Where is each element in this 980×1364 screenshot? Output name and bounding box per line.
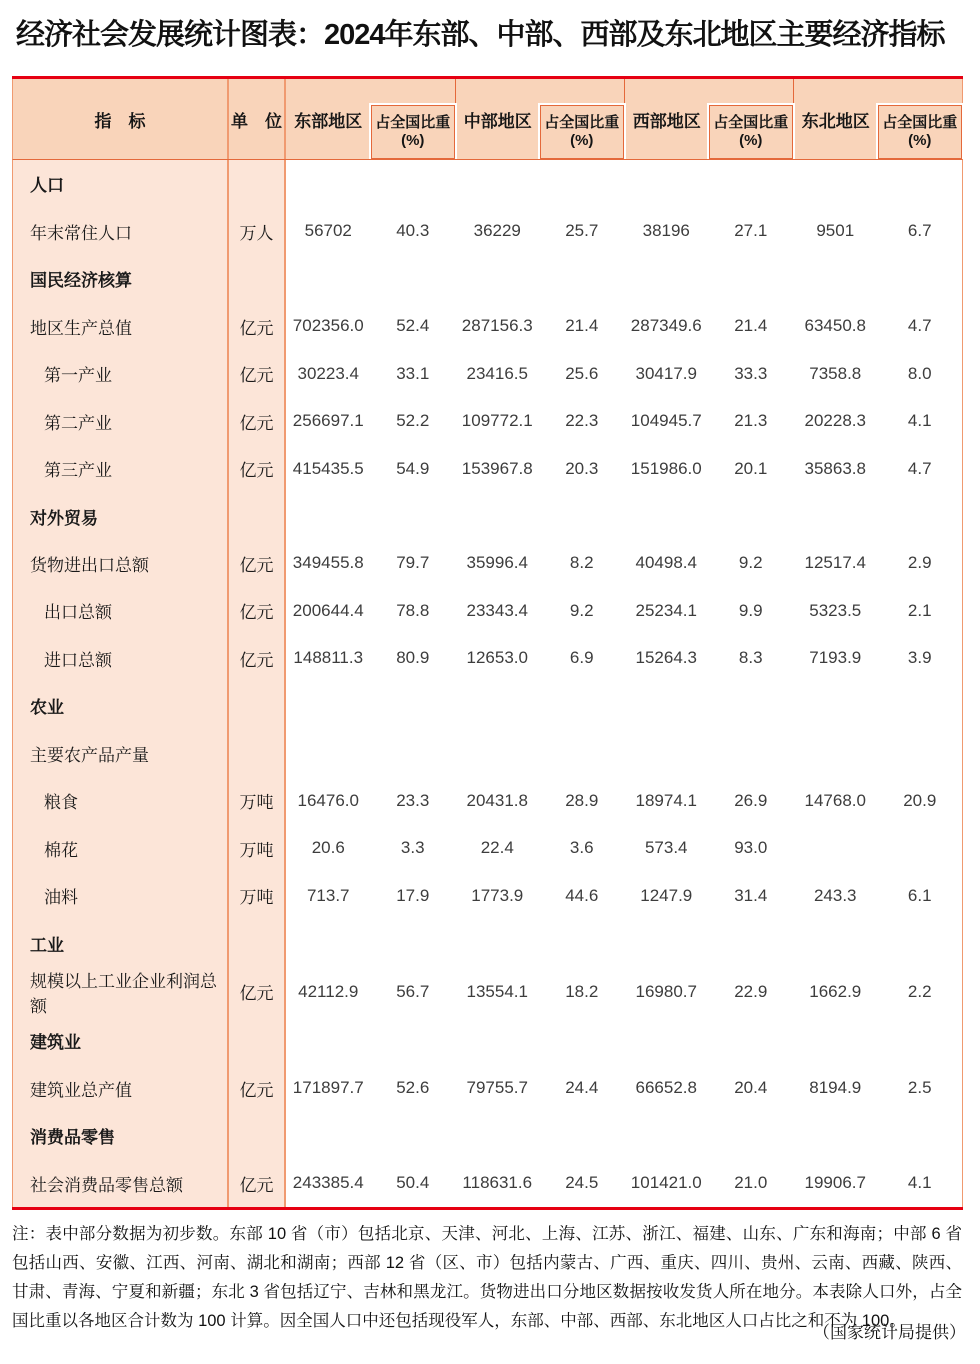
row-indicator-label: 进口总额 (13, 635, 229, 682)
row-value: 8.2 (569, 553, 594, 573)
table-row (13, 1064, 962, 1111)
row-indicator-label: 建筑业 (13, 1017, 229, 1064)
row-value: 25.6 (565, 363, 599, 383)
row-value (878, 492, 963, 539)
header-region-label: 西部地区 (624, 79, 709, 159)
row-value: 287156.3 (461, 316, 533, 336)
header-share-cell (709, 79, 794, 159)
row-value: 1247.9 (640, 885, 693, 905)
page-title: 经济社会发展统计图表：2024年东部、中部、西部及东北地区主要经济指标 (16, 19, 945, 51)
row-value (455, 920, 540, 967)
table-row (13, 967, 962, 1017)
row-unit-label: 万吨 (229, 872, 286, 919)
row-value: 21.3 (734, 411, 768, 431)
row-value (793, 920, 878, 967)
table-row (13, 350, 962, 397)
row-value (709, 920, 794, 967)
row-value: 80.9 (396, 648, 430, 668)
row-value: 31.4 (734, 885, 768, 905)
row-value: 20.4 (734, 1078, 768, 1098)
row-value: 42112.9 (298, 981, 359, 1001)
row-value: 78.8 (396, 600, 430, 620)
row-indicator-label: 地区生产总值 (13, 302, 229, 349)
row-unit-label (229, 1017, 286, 1064)
row-value: 702356.0 (292, 316, 364, 336)
table-row (13, 255, 962, 302)
row-value (540, 920, 625, 967)
row-value: 1773.9 (471, 885, 524, 905)
row-value: 6.7 (907, 221, 932, 241)
row-value (878, 825, 963, 872)
row-value: 2.9 (907, 553, 932, 573)
row-value: 12517.4 (804, 553, 866, 573)
row-value: 148811.3 (293, 648, 364, 668)
row-unit-label (229, 492, 286, 539)
row-value: 52.6 (396, 1078, 430, 1098)
row-value: 713.7 (306, 885, 350, 905)
row-indicator-label: 主要农产品产量 (13, 730, 229, 777)
table-row (13, 1159, 962, 1206)
row-value (455, 492, 540, 539)
row-value (793, 682, 878, 729)
header-share-percent-label: (%) (570, 132, 594, 149)
row-value (878, 255, 963, 302)
row-value: 40.3 (396, 221, 430, 241)
row-value (540, 730, 625, 777)
row-value (371, 1112, 456, 1159)
row-value (455, 1112, 540, 1159)
table-row (13, 825, 962, 872)
row-value: 56.7 (396, 981, 430, 1001)
row-value (709, 682, 794, 729)
row-unit-label (229, 920, 286, 967)
row-value: 18.2 (565, 981, 599, 1001)
row-value: 18974.1 (635, 790, 697, 810)
row-value (455, 255, 540, 302)
row-value: 23416.5 (466, 363, 528, 383)
row-value (878, 1112, 963, 1159)
row-value (286, 730, 371, 777)
row-value: 118631.6 (462, 1173, 533, 1193)
row-value: 22.4 (480, 838, 514, 858)
row-unit-label: 万吨 (229, 825, 286, 872)
row-value: 256697.1 (292, 411, 364, 431)
row-value (624, 730, 709, 777)
row-value: 26.9 (734, 790, 768, 810)
table-row (13, 445, 962, 492)
row-value: 9.9 (738, 600, 763, 620)
stats-table (12, 76, 963, 1210)
row-value: 7193.9 (809, 648, 862, 668)
row-value (624, 492, 709, 539)
row-unit-label (229, 730, 286, 777)
row-indicator-label: 货物进出口总额 (13, 540, 229, 587)
row-value: 3.6 (569, 838, 594, 858)
row-value (540, 1112, 625, 1159)
row-value (371, 730, 456, 777)
row-value (624, 1112, 709, 1159)
row-indicator-label: 粮食 (13, 777, 229, 824)
row-value (371, 682, 456, 729)
row-value (624, 682, 709, 729)
row-value: 2.2 (907, 981, 932, 1001)
row-unit-label: 亿元 (229, 1159, 286, 1206)
table-body (12, 160, 963, 1207)
row-value: 243.3 (813, 885, 857, 905)
row-value: 14768.0 (804, 790, 866, 810)
row-value: 27.1 (734, 221, 768, 241)
row-value (709, 1112, 794, 1159)
header-share-label: 占全国比重 (375, 114, 451, 131)
row-value (793, 492, 878, 539)
row-value: 16476.0 (297, 790, 359, 810)
header-region-label: 东部地区 (294, 111, 363, 131)
row-value (540, 682, 625, 729)
row-value: 4.1 (907, 1173, 932, 1193)
row-value: 9.2 (569, 600, 594, 620)
header-share-label: 占全国比重 (882, 114, 958, 131)
row-value: 15264.3 (635, 648, 697, 668)
row-value: 44.6 (565, 885, 599, 905)
row-value: 33.1 (396, 363, 430, 383)
row-value (455, 160, 540, 207)
header-share-box (709, 105, 794, 159)
source-credit: （国家统计局提供） (813, 1323, 966, 1342)
row-value: 9501 (816, 221, 855, 241)
header-share-percent-label: (%) (401, 132, 425, 149)
row-value (371, 492, 456, 539)
row-value (793, 1112, 878, 1159)
row-unit-label: 万人 (229, 207, 286, 254)
row-value (286, 920, 371, 967)
row-value: 20431.8 (466, 790, 528, 810)
row-value: 16980.7 (635, 981, 697, 1001)
row-value: 79.7 (396, 553, 430, 573)
row-value (371, 160, 456, 207)
row-value (286, 682, 371, 729)
row-value (624, 160, 709, 207)
row-value (878, 682, 963, 729)
row-value: 7358.8 (809, 363, 862, 383)
row-unit-label: 亿元 (229, 587, 286, 634)
row-indicator-label: 对外贸易 (13, 492, 229, 539)
table-row (13, 872, 962, 919)
row-value: 36229 (473, 221, 521, 241)
row-indicator-label: 国民经济核算 (13, 255, 229, 302)
row-unit-label: 亿元 (229, 635, 286, 682)
row-value (709, 255, 794, 302)
row-value: 243385.4 (292, 1173, 364, 1193)
table-row (13, 492, 962, 539)
row-indicator-label: 出口总额 (13, 587, 229, 634)
row-value: 30417.9 (635, 363, 697, 383)
header-unit: 单 位 (229, 79, 286, 159)
row-value (455, 682, 540, 729)
row-value: 38196 (642, 221, 690, 241)
row-value: 28.9 (565, 790, 599, 810)
row-indicator-label: 人口 (13, 160, 229, 207)
row-value: 3.9 (907, 648, 932, 668)
row-value: 573.4 (644, 838, 688, 858)
row-value: 109772.1 (461, 411, 533, 431)
row-value (286, 492, 371, 539)
row-value: 20.9 (903, 790, 937, 810)
row-value (540, 255, 625, 302)
table-header-row (12, 79, 963, 160)
row-value (709, 160, 794, 207)
row-unit-label: 亿元 (229, 967, 286, 1017)
row-value: 21.0 (734, 1173, 768, 1193)
row-value (371, 920, 456, 967)
row-value (455, 1017, 540, 1064)
table-row (13, 397, 962, 444)
row-value (371, 1017, 456, 1064)
row-value: 349455.8 (292, 553, 364, 573)
row-value: 8.3 (738, 648, 763, 668)
row-value: 171897.7 (292, 1078, 364, 1098)
row-value (455, 730, 540, 777)
row-value: 20.6 (311, 838, 345, 858)
table-row (13, 302, 962, 349)
header-region-label: 东北地区 (793, 79, 878, 159)
row-value: 40498.4 (635, 553, 697, 573)
row-value: 21.4 (734, 316, 768, 336)
row-value (793, 730, 878, 777)
table-row (13, 682, 962, 729)
header-share-cell (878, 79, 963, 159)
row-value: 79755.7 (466, 1078, 528, 1098)
header-share-cell (540, 79, 625, 159)
row-value (286, 160, 371, 207)
row-indicator-label: 年末常住人口 (13, 207, 229, 254)
row-unit-label: 亿元 (229, 350, 286, 397)
row-unit-label (229, 1112, 286, 1159)
table-row (13, 920, 962, 967)
row-value: 4.1 (907, 411, 932, 431)
row-value: 25.7 (565, 221, 599, 241)
row-value: 21.4 (565, 316, 599, 336)
row-value: 13554.1 (466, 981, 528, 1001)
row-indicator-label: 第二产业 (13, 397, 229, 444)
row-value (793, 160, 878, 207)
row-value (793, 255, 878, 302)
row-value (793, 825, 878, 872)
row-value (540, 160, 625, 207)
row-unit-label (229, 255, 286, 302)
header-indicator: 指 标 (13, 79, 229, 159)
row-value (624, 255, 709, 302)
row-value (540, 492, 625, 539)
header-share-box (371, 105, 456, 159)
row-value: 9.2 (738, 553, 763, 573)
row-value: 23.3 (396, 790, 430, 810)
row-value: 22.9 (734, 981, 768, 1001)
row-value: 25234.1 (635, 600, 697, 620)
table-row (13, 1017, 962, 1064)
row-value: 54.9 (396, 458, 430, 478)
row-value (540, 1017, 625, 1064)
header-share-box (878, 105, 963, 159)
row-indicator-label: 规模以上工业企业利润总额 (13, 967, 229, 1017)
row-value: 287349.6 (630, 316, 702, 336)
table-row (13, 160, 962, 207)
row-value: 2.1 (907, 600, 932, 620)
row-value (878, 1017, 963, 1064)
row-value (624, 1017, 709, 1064)
table-row (13, 587, 962, 634)
header-share-percent-label: (%) (908, 132, 932, 149)
row-indicator-label: 第三产业 (13, 445, 229, 492)
row-value: 2.5 (907, 1078, 932, 1098)
row-unit-label (229, 682, 286, 729)
header-share-cell (371, 79, 456, 159)
table-row (13, 540, 962, 587)
header-share-box (540, 105, 625, 159)
row-unit-label: 亿元 (229, 445, 286, 492)
row-value: 200644.4 (292, 600, 364, 620)
table-row (13, 635, 962, 682)
row-value: 33.3 (734, 363, 768, 383)
header-share-label: 占全国比重 (713, 114, 789, 131)
row-value: 23343.4 (466, 600, 528, 620)
row-value (878, 160, 963, 207)
table-row (13, 730, 962, 777)
row-value (709, 492, 794, 539)
footnote: 注：表中部分数据为初步数。东部 10 省（市）包括北京、天津、河北、上海、江苏、浙江、福建、山东、广东和海南；中部 6 省包括山西、安徽、江西、河南、湖北和湖南；西部 12 省（区、市）包括内蒙古、广西、重庆、四川、贵州、云南、西藏、陕西、甘肃、青海、宁夏和新疆；东北 3 省包括辽宁、吉林和黑龙江。货物进出口分地区数据按收发货人所在地分。本表除人口外，占全国比重以各地区合计数为 100 计算。因全国人口中还包括现役军人，东部、中部、西部、东北地区人口占比之和不为 100。 (12, 1225, 962, 1330)
row-value (624, 920, 709, 967)
row-value: 63450.8 (804, 316, 866, 336)
row-unit-label: 亿元 (229, 397, 286, 444)
row-indicator-label: 消费品零售 (13, 1112, 229, 1159)
header-share-percent-label: (%) (739, 132, 763, 149)
row-value (878, 920, 963, 967)
table-row (13, 777, 962, 824)
row-value: 153967.8 (461, 458, 533, 478)
row-value (371, 255, 456, 302)
row-value: 104945.7 (630, 411, 702, 431)
row-value: 3.3 (400, 838, 425, 858)
row-value (793, 1017, 878, 1064)
row-value: 1662.9 (809, 981, 862, 1001)
row-value (878, 730, 963, 777)
row-value: 24.5 (565, 1173, 599, 1193)
row-value: 6.1 (907, 885, 932, 905)
row-unit-label: 亿元 (229, 1064, 286, 1111)
row-value (286, 1017, 371, 1064)
row-value: 52.2 (396, 411, 430, 431)
row-indicator-label: 油料 (13, 872, 229, 919)
row-indicator-label: 棉花 (13, 825, 229, 872)
row-indicator-label: 工业 (13, 920, 229, 967)
row-value: 22.3 (565, 411, 599, 431)
row-value: 8194.9 (809, 1078, 862, 1098)
row-value: 151986.0 (630, 458, 702, 478)
row-value: 17.9 (396, 885, 430, 905)
row-value: 101421.0 (630, 1173, 702, 1193)
row-value: 20.3 (565, 458, 599, 478)
row-value: 66652.8 (635, 1078, 697, 1098)
header-region-label: 中部地区 (455, 79, 540, 159)
row-value (709, 1017, 794, 1064)
row-value: 20228.3 (804, 411, 866, 431)
row-value: 6.9 (569, 648, 594, 668)
table-bottom-rule (12, 1207, 963, 1210)
row-indicator-label: 第一产业 (13, 350, 229, 397)
row-value: 24.4 (565, 1078, 599, 1098)
row-value: 50.4 (396, 1173, 430, 1193)
row-unit-label (229, 160, 286, 207)
row-value: 19906.7 (804, 1173, 866, 1193)
row-value: 4.7 (907, 458, 932, 478)
row-value: 35863.8 (804, 458, 866, 478)
row-unit-label: 亿元 (229, 302, 286, 349)
row-value: 30223.4 (297, 363, 359, 383)
row-indicator-label: 农业 (13, 682, 229, 729)
row-value: 20.1 (734, 458, 768, 478)
row-unit-label: 亿元 (229, 540, 286, 587)
row-value (709, 730, 794, 777)
row-value: 12653.0 (466, 648, 528, 668)
row-value: 52.4 (396, 316, 430, 336)
row-value: 93.0 (734, 838, 768, 858)
row-indicator-label: 社会消费品零售总额 (13, 1159, 229, 1206)
row-value: 8.0 (907, 363, 932, 383)
row-indicator-label: 建筑业总产值 (13, 1064, 229, 1111)
row-value: 4.7 (907, 316, 932, 336)
row-value: 415435.5 (292, 458, 364, 478)
row-value: 5323.5 (809, 600, 862, 620)
table-row (13, 1112, 962, 1159)
row-value (286, 255, 371, 302)
table-row (13, 207, 962, 254)
header-share-label: 占全国比重 (544, 114, 620, 131)
row-value: 35996.4 (466, 553, 528, 573)
row-value: 56702 (304, 221, 352, 241)
row-value (286, 1112, 371, 1159)
row-unit-label: 万吨 (229, 777, 286, 824)
